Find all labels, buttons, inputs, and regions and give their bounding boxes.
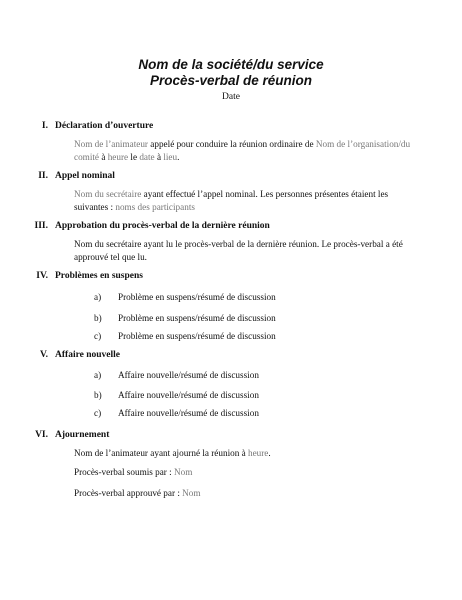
body-run: Nom de l’animateur ayant ajourné la réunion à xyxy=(74,448,248,458)
section-heading-approval xyxy=(30,221,270,231)
section-number: V. xyxy=(39,350,48,360)
section-number: IV. xyxy=(36,271,48,281)
body-run: à xyxy=(154,152,164,162)
item-text: Affaire nouvelle/résumé de discussion xyxy=(118,408,259,418)
body-run: . xyxy=(268,448,271,458)
item-letter: c) xyxy=(94,331,102,341)
list-item xyxy=(94,292,276,302)
body-run: lieu xyxy=(163,152,178,162)
section-title: Ajournement xyxy=(55,430,110,440)
section-heading-adjournment xyxy=(30,430,109,440)
list-item xyxy=(94,313,276,323)
list-item xyxy=(94,370,259,380)
section-title: Approbation du procès-verbal de la dernière réunion xyxy=(55,221,270,231)
meeting-date: Date xyxy=(222,92,240,102)
document-title: Procès-verbal de réunion xyxy=(149,73,313,88)
body-run: le xyxy=(128,152,140,162)
body-run: à xyxy=(99,152,108,162)
list-item xyxy=(94,331,276,341)
body-run: . xyxy=(177,152,180,162)
body-run: date xyxy=(139,152,155,162)
item-text: Problème en suspens/résumé de discussion xyxy=(118,313,276,323)
company-name: Nom de la société/du service xyxy=(138,57,324,72)
section-body-approval xyxy=(74,238,424,264)
item-letter: c) xyxy=(94,408,102,418)
section-number: I. xyxy=(41,121,48,131)
section-body-adjournment xyxy=(74,447,424,460)
section-body-opening xyxy=(74,138,424,164)
approved-by-label: Procès-verbal approuvé par : xyxy=(74,488,183,498)
submitted-by-name: Nom xyxy=(174,467,193,477)
section-heading-pending xyxy=(30,271,143,281)
item-letter: b) xyxy=(94,390,102,400)
item-text: Problème en suspens/résumé de discussion xyxy=(118,292,276,302)
approved-by-line xyxy=(74,487,424,500)
section-number: VI. xyxy=(35,430,48,440)
approved-by-name: Nom xyxy=(182,488,201,498)
list-item xyxy=(94,408,259,418)
section-title: Problèmes en suspens xyxy=(55,271,143,281)
item-letter: b) xyxy=(94,313,102,323)
list-item xyxy=(94,390,259,400)
body-run: Nom de l’organisation/du comité xyxy=(74,139,411,162)
body-run: ayant effectué l’appel nominal. Les personnes présentes étaient les suivantes : xyxy=(74,189,389,212)
item-text: Affaire nouvelle/résumé de discussion xyxy=(118,390,259,400)
item-letter: a) xyxy=(94,292,102,302)
section-heading-new-business xyxy=(30,350,120,360)
item-letter: a) xyxy=(94,370,102,380)
section-title: Affaire nouvelle xyxy=(55,350,120,360)
body-run: heure xyxy=(247,448,269,458)
submitted-by-line xyxy=(74,466,424,479)
body-run: Nom du secrétaire ayant lu le procès-verbal de la dernière réunion. Le procès-verbal a été approuvé tel que lu. xyxy=(74,239,403,262)
body-run: heure xyxy=(107,152,129,162)
section-number: III. xyxy=(34,221,48,231)
body-run: appelé pour conduire la réunion ordinaire de xyxy=(148,139,316,149)
body-run: Nom de l’animateur xyxy=(74,139,148,149)
submitted-by-label: Procès-verbal soumis par : xyxy=(74,467,175,477)
section-title: Déclaration d’ouverture xyxy=(55,121,154,131)
section-body-roll-call xyxy=(74,188,424,214)
section-heading-opening xyxy=(30,121,153,131)
item-text: Problème en suspens/résumé de discussion xyxy=(118,331,276,341)
body-run: noms des participants xyxy=(115,202,195,212)
item-text: Affaire nouvelle/résumé de discussion xyxy=(118,370,259,380)
section-title: Appel nominal xyxy=(55,171,115,181)
body-run: Nom du secrétaire xyxy=(74,189,142,199)
section-number: II. xyxy=(38,171,48,181)
section-heading-roll-call xyxy=(30,171,115,181)
